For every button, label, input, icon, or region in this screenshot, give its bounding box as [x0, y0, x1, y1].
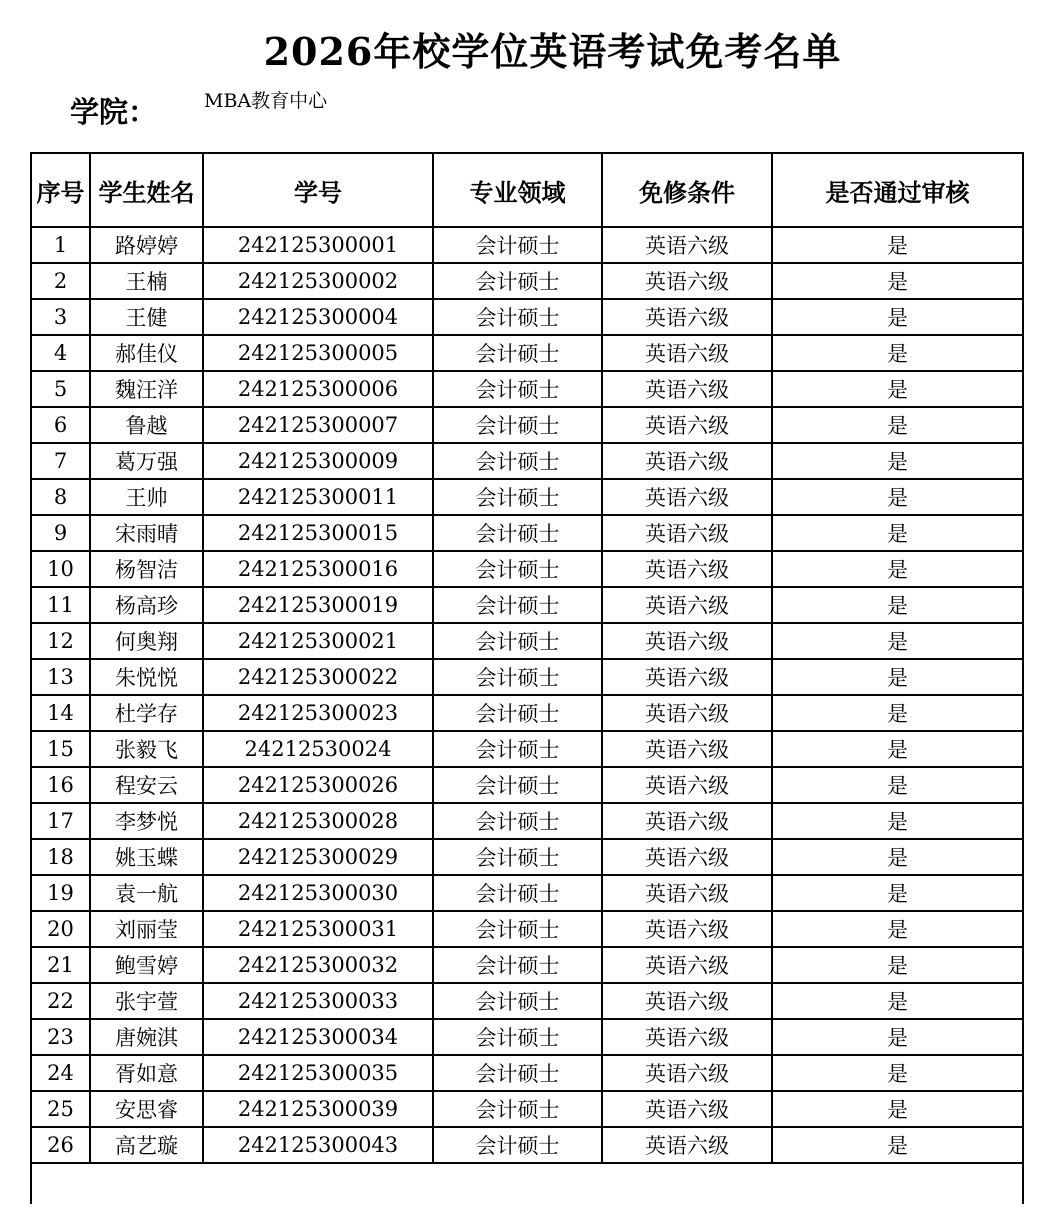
cell-student-name: 路婷婷 — [90, 227, 203, 263]
cell-index: 21 — [31, 947, 90, 983]
cell-major: 会计硕士 — [433, 515, 602, 551]
document-title: 2026年校学位英语考试免考名单 — [263, 29, 842, 74]
cell-approved: 是 — [772, 983, 1023, 1019]
table-row — [31, 1055, 1023, 1091]
header-exemption-condition: 免修条件 — [602, 153, 772, 227]
table-row — [31, 875, 1023, 911]
cell-exemption-condition: 英语六级 — [602, 407, 772, 443]
cell-student-name: 郝佳仪 — [90, 335, 203, 371]
cell-student-name: 刘丽莹 — [90, 911, 203, 947]
cell-approved: 是 — [772, 263, 1023, 299]
cell-exemption-condition: 英语六级 — [602, 227, 772, 263]
cell-index: 25 — [31, 1091, 90, 1127]
table-row — [31, 515, 1023, 551]
cell-exemption-condition: 英语六级 — [602, 875, 772, 911]
cell-student-id: 242125300026 — [203, 767, 433, 803]
cell-student-id: 242125300009 — [203, 443, 433, 479]
cell-approved: 是 — [772, 875, 1023, 911]
cell-approved: 是 — [772, 335, 1023, 371]
cell-student-id: 242125300032 — [203, 947, 433, 983]
cell-exemption-condition: 英语六级 — [602, 983, 772, 1019]
cell-index: 9 — [31, 515, 90, 551]
cell-index: 24 — [31, 1055, 90, 1091]
cell-major: 会计硕士 — [433, 731, 602, 767]
header-student-id: 学号 — [203, 153, 433, 227]
table-row — [31, 1091, 1023, 1127]
cell-student-name: 袁一航 — [90, 875, 203, 911]
cell-major: 会计硕士 — [433, 947, 602, 983]
cell-student-id: 242125300007 — [203, 407, 433, 443]
cell-student-id: 242125300033 — [203, 983, 433, 1019]
table-row — [31, 335, 1023, 371]
cell-student-name: 王健 — [90, 299, 203, 335]
cell-student-id: 242125300034 — [203, 1019, 433, 1055]
cell-approved: 是 — [772, 623, 1023, 659]
cell-index: 14 — [31, 695, 90, 731]
cell-approved: 是 — [772, 1091, 1023, 1127]
header-approved: 是否通过审核 — [772, 153, 1023, 227]
cell-exemption-condition: 英语六级 — [602, 911, 772, 947]
cell-student-name: 杨智洁 — [90, 551, 203, 587]
cell-major: 会计硕士 — [433, 1055, 602, 1091]
cell-major: 会计硕士 — [433, 443, 602, 479]
cell-approved: 是 — [772, 587, 1023, 623]
cell-major: 会计硕士 — [433, 407, 602, 443]
cell-student-id: 242125300035 — [203, 1055, 433, 1091]
table-body — [31, 227, 1023, 1204]
cell-index: 19 — [31, 875, 90, 911]
cell-student-name: 杜学存 — [90, 695, 203, 731]
cell-index: 11 — [31, 587, 90, 623]
cell-student-name: 葛万强 — [90, 443, 203, 479]
cell-index: 4 — [31, 335, 90, 371]
cell-approved: 是 — [772, 659, 1023, 695]
cell-index: 12 — [31, 623, 90, 659]
header-student-name: 学生姓名 — [90, 153, 203, 227]
cell-student-name: 张宇萱 — [90, 983, 203, 1019]
cell-approved: 是 — [772, 1055, 1023, 1091]
cell-student-id: 242125300028 — [203, 803, 433, 839]
cell-exemption-condition: 英语六级 — [602, 767, 772, 803]
cell-student-id: 242125300011 — [203, 479, 433, 515]
cell-student-name: 王楠 — [90, 263, 203, 299]
cell-exemption-condition: 英语六级 — [602, 803, 772, 839]
cell-student-name: 胥如意 — [90, 1055, 203, 1091]
cell-student-id: 242125300019 — [203, 587, 433, 623]
cell-major: 会计硕士 — [433, 479, 602, 515]
cell-approved: 是 — [772, 371, 1023, 407]
cell-exemption-condition: 英语六级 — [602, 443, 772, 479]
cell-major: 会计硕士 — [433, 1091, 602, 1127]
cell-student-name: 朱悦悦 — [90, 659, 203, 695]
cell-index: 18 — [31, 839, 90, 875]
cell-exemption-condition: 英语六级 — [602, 335, 772, 371]
cell-approved: 是 — [772, 947, 1023, 983]
table-row — [31, 731, 1023, 767]
cell-exemption-condition: 英语六级 — [602, 623, 772, 659]
cell-student-name: 魏汪洋 — [90, 371, 203, 407]
table-row — [31, 587, 1023, 623]
table-row — [31, 263, 1023, 299]
cell-exemption-condition: 英语六级 — [602, 479, 772, 515]
cell-index: 5 — [31, 371, 90, 407]
cell-index: 20 — [31, 911, 90, 947]
cell-student-id: 242125300023 — [203, 695, 433, 731]
cell-student-id: 242125300030 — [203, 875, 433, 911]
cell-index: 26 — [31, 1127, 90, 1163]
cell-major: 会计硕士 — [433, 227, 602, 263]
cell-exemption-condition: 英语六级 — [602, 551, 772, 587]
cell-exemption-condition: 英语六级 — [602, 839, 772, 875]
table-row — [31, 983, 1023, 1019]
cell-student-name: 高艺璇 — [90, 1127, 203, 1163]
table-row — [31, 1019, 1023, 1055]
table-row — [31, 479, 1023, 515]
header-row — [31, 153, 1023, 227]
cell-approved: 是 — [772, 551, 1023, 587]
cell-student-name: 杨高珍 — [90, 587, 203, 623]
cell-index: 23 — [31, 1019, 90, 1055]
cell-exemption-condition: 英语六级 — [602, 263, 772, 299]
cell-major: 会计硕士 — [433, 551, 602, 587]
cell-student-id: 242125300002 — [203, 263, 433, 299]
cell-student-name: 何奥翔 — [90, 623, 203, 659]
cell-index: 10 — [31, 551, 90, 587]
cell-student-name: 唐婉淇 — [90, 1019, 203, 1055]
cell-student-id: 242125300021 — [203, 623, 433, 659]
cell-major: 会计硕士 — [433, 875, 602, 911]
cell-approved: 是 — [772, 839, 1023, 875]
cell-exemption-condition: 英语六级 — [602, 659, 772, 695]
cell-approved: 是 — [772, 479, 1023, 515]
table-row — [31, 1127, 1023, 1163]
cell-major: 会计硕士 — [433, 299, 602, 335]
cell-student-name: 程安云 — [90, 767, 203, 803]
cell-major: 会计硕士 — [433, 263, 602, 299]
cell-student-name: 张毅飞 — [90, 731, 203, 767]
cell-approved: 是 — [772, 695, 1023, 731]
cell-approved: 是 — [772, 767, 1023, 803]
cell-student-name: 安思睿 — [90, 1091, 203, 1127]
table-row — [31, 947, 1023, 983]
cell-student-id: 24212530024 — [203, 731, 433, 767]
cell-student-id: 242125300004 — [203, 299, 433, 335]
table-row — [31, 551, 1023, 587]
cell-index: 17 — [31, 803, 90, 839]
table-row — [31, 911, 1023, 947]
cell-major: 会计硕士 — [433, 839, 602, 875]
cell-index: 22 — [31, 983, 90, 1019]
cell-index: 16 — [31, 767, 90, 803]
cell-student-name: 鲍雪婷 — [90, 947, 203, 983]
table-row — [31, 227, 1023, 263]
cell-student-name: 宋雨晴 — [90, 515, 203, 551]
cell-approved: 是 — [772, 1019, 1023, 1055]
cell-index: 2 — [31, 263, 90, 299]
cell-exemption-condition: 英语六级 — [602, 695, 772, 731]
cell-approved: 是 — [772, 227, 1023, 263]
cell-approved: 是 — [772, 299, 1023, 335]
cell-approved: 是 — [772, 803, 1023, 839]
cell-major: 会计硕士 — [433, 587, 602, 623]
cell-student-id: 242125300005 — [203, 335, 433, 371]
table-row — [31, 803, 1023, 839]
college-value: MBA教育中心 — [204, 90, 328, 112]
cell-student-id: 242125300043 — [203, 1127, 433, 1163]
cell-student-id: 242125300016 — [203, 551, 433, 587]
cell-student-id: 242125300015 — [203, 515, 433, 551]
cell-student-name: 王帅 — [90, 479, 203, 515]
cell-approved: 是 — [772, 731, 1023, 767]
cell-student-id: 242125300039 — [203, 1091, 433, 1127]
cell-student-id: 242125300029 — [203, 839, 433, 875]
cell-student-id: 242125300022 — [203, 659, 433, 695]
table-row — [31, 443, 1023, 479]
table-row — [31, 407, 1023, 443]
cell-index: 7 — [31, 443, 90, 479]
cell-exemption-condition: 英语六级 — [602, 1127, 772, 1163]
cell-student-name: 鲁越 — [90, 407, 203, 443]
cell-major: 会计硕士 — [433, 1127, 602, 1163]
cell-major: 会计硕士 — [433, 1019, 602, 1055]
cell-exemption-condition: 英语六级 — [602, 947, 772, 983]
exemption-table — [30, 152, 1024, 1204]
table-row — [31, 371, 1023, 407]
cell-major: 会计硕士 — [433, 911, 602, 947]
cell-approved: 是 — [772, 1127, 1023, 1163]
table-row — [31, 299, 1023, 335]
cell-exemption-condition: 英语六级 — [602, 1019, 772, 1055]
cell-index: 15 — [31, 731, 90, 767]
cell-approved: 是 — [772, 515, 1023, 551]
table-row — [31, 695, 1023, 731]
cell-student-id: 242125300006 — [203, 371, 433, 407]
cell-exemption-condition: 英语六级 — [602, 1055, 772, 1091]
cell-major: 会计硕士 — [433, 983, 602, 1019]
cell-exemption-condition: 英语六级 — [602, 1091, 772, 1127]
table-row — [31, 659, 1023, 695]
college-label: 学院： — [70, 95, 158, 129]
table-row — [31, 623, 1023, 659]
cell-major: 会计硕士 — [433, 335, 602, 371]
cell-exemption-condition: 英语六级 — [602, 731, 772, 767]
cell-index: 6 — [31, 407, 90, 443]
cell-exemption-condition: 英语六级 — [602, 587, 772, 623]
cell-approved: 是 — [772, 443, 1023, 479]
empty-cell — [31, 1163, 1023, 1204]
cell-major: 会计硕士 — [433, 371, 602, 407]
cell-approved: 是 — [772, 407, 1023, 443]
table-row — [31, 839, 1023, 875]
cell-index: 3 — [31, 299, 90, 335]
cell-student-name: 李梦悦 — [90, 803, 203, 839]
header-index: 序号 — [31, 153, 90, 227]
cell-exemption-condition: 英语六级 — [602, 371, 772, 407]
cell-major: 会计硕士 — [433, 695, 602, 731]
cell-major: 会计硕士 — [433, 623, 602, 659]
cell-major: 会计硕士 — [433, 659, 602, 695]
cell-student-id: 242125300031 — [203, 911, 433, 947]
cell-exemption-condition: 英语六级 — [602, 515, 772, 551]
cell-exemption-condition: 英语六级 — [602, 299, 772, 335]
table-row — [31, 767, 1023, 803]
header-major: 专业领域 — [433, 153, 602, 227]
cell-index: 13 — [31, 659, 90, 695]
table-header — [31, 153, 1023, 227]
empty-row — [31, 1163, 1023, 1204]
cell-index: 1 — [31, 227, 90, 263]
cell-approved: 是 — [772, 911, 1023, 947]
cell-student-name: 姚玉蝶 — [90, 839, 203, 875]
cell-index: 8 — [31, 479, 90, 515]
cell-major: 会计硕士 — [433, 767, 602, 803]
cell-major: 会计硕士 — [433, 803, 602, 839]
cell-student-id: 242125300001 — [203, 227, 433, 263]
